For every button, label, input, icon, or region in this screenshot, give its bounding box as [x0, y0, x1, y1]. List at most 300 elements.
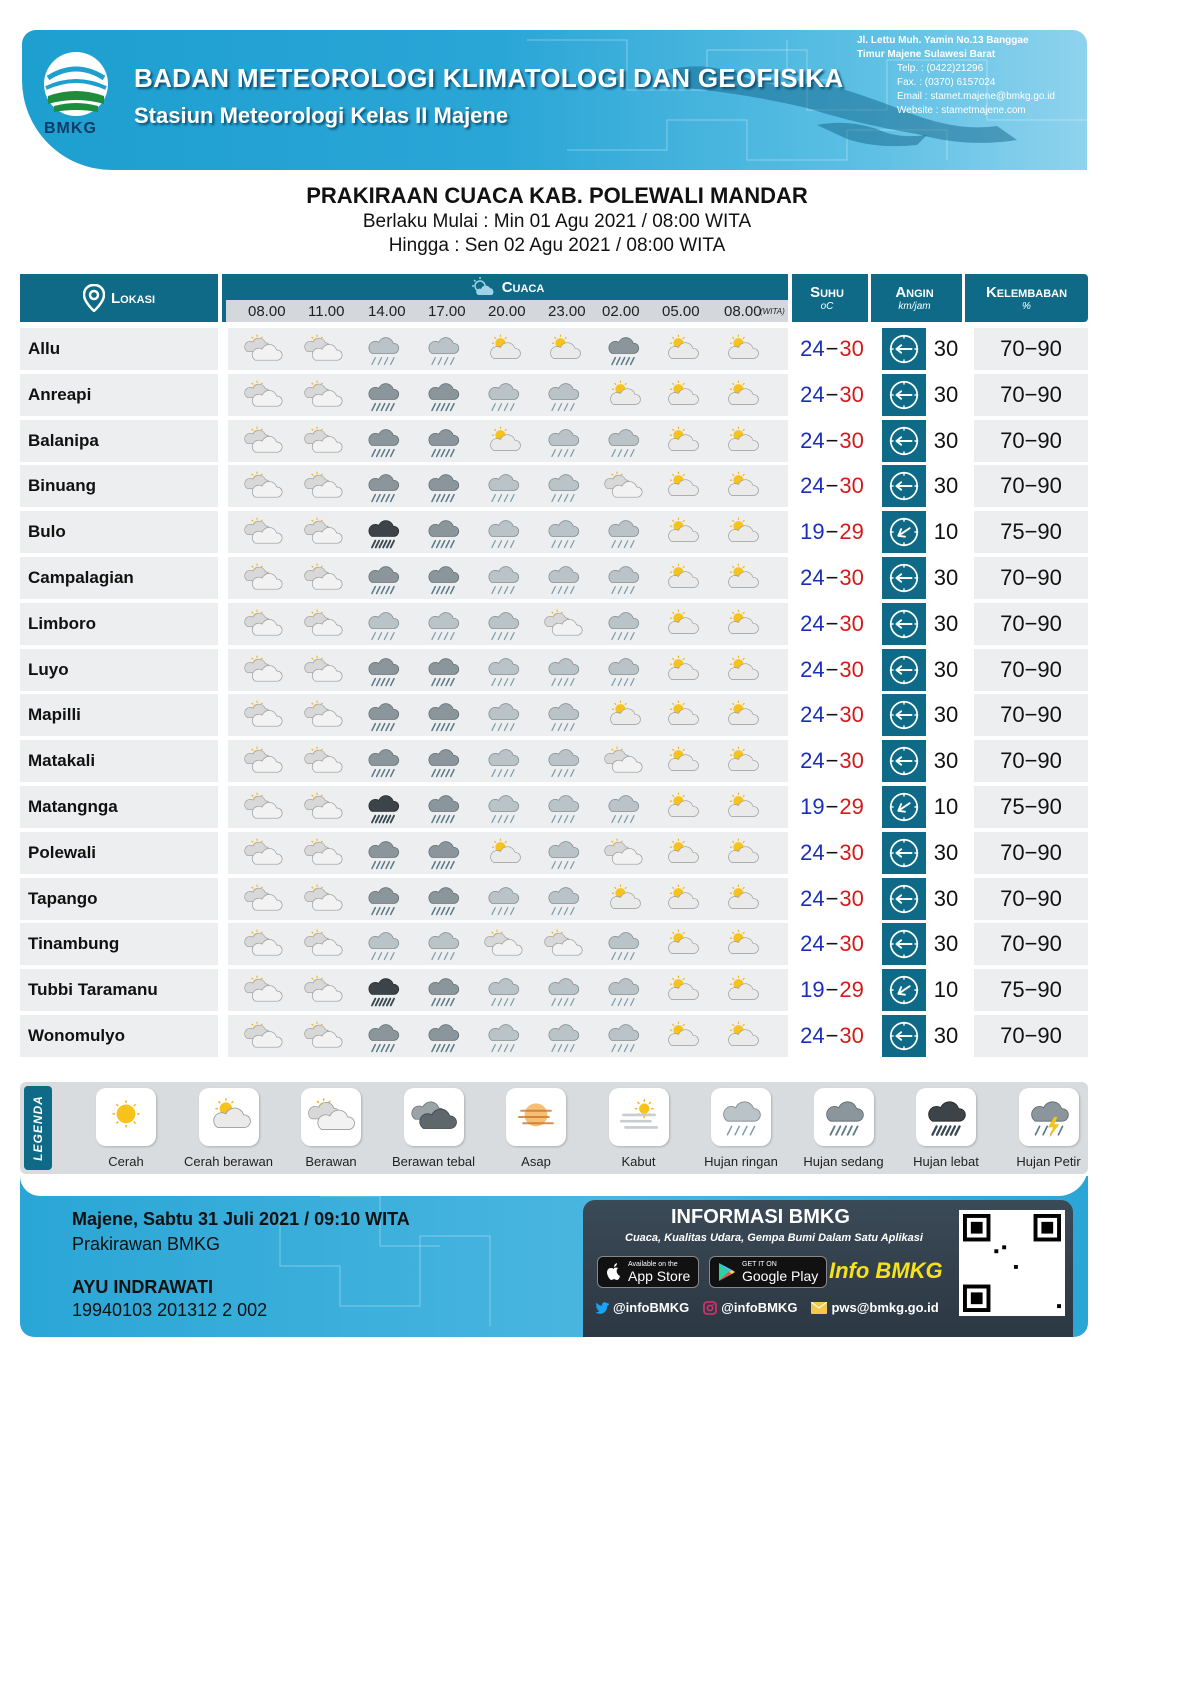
cerah-berawan-icon	[718, 791, 764, 825]
hujan-ringan-icon	[540, 699, 586, 733]
berawan-icon	[240, 608, 286, 642]
wind-speed: 30	[926, 328, 966, 370]
address-line-2: Timur Majene Sulawesi Barat	[857, 49, 996, 60]
berawan-icon	[300, 928, 346, 962]
humidity-range: 70−90	[974, 328, 1088, 370]
temp-max: 30	[839, 381, 864, 407]
berawan-icon	[240, 425, 286, 459]
cerah-berawan-icon	[718, 425, 764, 459]
cerah-berawan-icon	[658, 791, 704, 825]
time-zone-label: (WITA)	[760, 307, 785, 316]
legend-label: Asap	[521, 1154, 551, 1169]
berawan-icon	[240, 516, 286, 550]
hujan-sedang-icon	[360, 470, 406, 504]
forecaster-signature	[72, 1209, 410, 1321]
wind-direction-icon	[882, 832, 926, 874]
wind-speed: 30	[926, 694, 966, 736]
temp-min: 24	[800, 336, 825, 361]
cerah-berawan-icon	[199, 1088, 259, 1146]
hujan-sedang-icon	[420, 470, 466, 504]
column-header-weather	[226, 274, 788, 322]
logo-text: BMKG	[44, 120, 97, 137]
berawan-icon	[300, 654, 346, 688]
forecast-row	[18, 692, 1090, 738]
forecast-row	[18, 876, 1090, 922]
berawan-icon	[240, 974, 286, 1008]
temp-max: 30	[839, 1022, 864, 1048]
temp-min: 24	[800, 427, 825, 453]
asap-icon	[506, 1088, 566, 1146]
temp-max: 30	[839, 931, 864, 957]
temp-max: 30	[839, 473, 864, 499]
wind-speed: 10	[926, 969, 966, 1011]
cerah-berawan-icon	[600, 883, 646, 917]
forecast-table-body	[18, 326, 1090, 1059]
temperature-range	[792, 786, 872, 828]
hujan-ringan-icon	[600, 654, 646, 688]
cerah-berawan-icon	[658, 379, 704, 413]
cerah-icon	[96, 1088, 156, 1146]
contact-info	[857, 34, 1087, 118]
weather-cells	[228, 969, 788, 1011]
berawan-icon	[480, 928, 526, 962]
temp-min: 24	[800, 702, 825, 728]
forecast-row	[18, 784, 1090, 830]
temp-dash: −	[825, 931, 839, 957]
temp-min: 24	[800, 748, 825, 774]
forecast-title-block	[0, 183, 1114, 257]
wind-direction-icon	[882, 786, 926, 828]
temp-max: 30	[839, 702, 864, 728]
cerah-berawan-icon	[718, 516, 764, 550]
humidity-range: 75−90	[974, 786, 1088, 828]
berawan-icon	[300, 379, 346, 413]
location-name: Mapilli	[20, 694, 218, 736]
temperature-range	[792, 374, 872, 416]
berawan-icon	[240, 791, 286, 825]
cerah-berawan-icon	[718, 1020, 764, 1054]
hujan-sedang-icon	[420, 791, 466, 825]
berawan-icon	[301, 1088, 361, 1146]
temperature-range	[792, 465, 872, 507]
cerah-berawan-icon	[718, 883, 764, 917]
temp-max: 30	[839, 656, 864, 682]
hujan-lebat-icon	[916, 1088, 976, 1146]
footer	[20, 1176, 1088, 1337]
agency-title: BADAN METEOROLOGI KLIMATOLOGI DAN GEOFISIKA	[134, 63, 844, 93]
cerah-berawan-icon	[658, 608, 704, 642]
hujan-sedang-icon	[420, 1020, 466, 1054]
hujan-ringan-icon	[600, 791, 646, 825]
wind-direction-icon	[882, 328, 926, 370]
wind-speed: 30	[926, 923, 966, 965]
hujan-ringan-icon	[711, 1088, 771, 1146]
hujan-ringan-icon	[600, 562, 646, 596]
legend-label: Hujan ringan	[704, 1154, 778, 1169]
cerah-berawan-icon	[718, 974, 764, 1008]
temperature-range	[792, 328, 872, 370]
temp-dash: −	[825, 473, 839, 499]
hujan-ringan-icon	[600, 516, 646, 550]
forecast-row	[18, 372, 1090, 418]
apple-icon	[606, 1263, 622, 1281]
hujan-petir-icon	[1019, 1088, 1079, 1146]
valid-from: Berlaku Mulai : Min 01 Agu 2021 / 08:00 WITA	[362, 211, 752, 232]
temperature-range	[792, 740, 872, 782]
legend-label: Cerah	[108, 1154, 144, 1169]
humidity-range: 70−90	[974, 420, 1088, 462]
wind-speed: 30	[926, 557, 966, 599]
header-separator	[218, 274, 222, 322]
weather-cells	[228, 511, 788, 553]
cerah-berawan-icon	[658, 883, 704, 917]
cerah-berawan-icon	[480, 837, 526, 871]
sun-cloud-icon	[470, 277, 496, 297]
temp-dash: −	[825, 656, 839, 682]
info-subtitle: Cuaca, Kualitas Udara, Gempa Bumi Dalam Satu Aplikasi	[625, 1232, 923, 1244]
forecast-row	[18, 418, 1090, 464]
googleplay-small-text: GET IT ON	[742, 1260, 777, 1268]
berawan-icon	[240, 1020, 286, 1054]
berawan-icon	[600, 837, 646, 871]
berawan-tebal-icon	[404, 1088, 464, 1146]
cerah-berawan-icon	[658, 974, 704, 1008]
weather-cells	[228, 740, 788, 782]
legend-label: Berawan	[305, 1154, 357, 1169]
temp-dash: −	[825, 610, 839, 636]
hujan-sedang-icon	[420, 974, 466, 1008]
hujan-sedang-icon	[420, 562, 466, 596]
time-label: 20.00	[488, 303, 526, 320]
forecast-row	[18, 463, 1090, 509]
temperature-range	[792, 969, 872, 1011]
wind-direction-icon	[882, 603, 926, 645]
kabut-icon	[609, 1088, 669, 1146]
location-name: Anreapi	[20, 374, 218, 416]
humidity-range: 70−90	[974, 1015, 1088, 1057]
temp-dash: −	[825, 702, 839, 728]
place-date: Majene, Sabtu 31 Juli 2021 / 09:10 WITA	[72, 1209, 410, 1229]
cerah-berawan-icon	[658, 928, 704, 962]
hujan-ringan-icon	[480, 745, 526, 779]
berawan-icon	[300, 974, 346, 1008]
temperature-range	[792, 694, 872, 736]
email: Email : stamet.majene@bmkg.go.id	[897, 91, 1055, 102]
temperature-range	[792, 557, 872, 599]
berawan-icon	[540, 928, 586, 962]
temp-min: 24	[800, 473, 825, 499]
twitter-handle: @infoBMKG	[613, 1300, 690, 1315]
wind-direction-icon	[882, 420, 926, 462]
berawan-icon	[240, 837, 286, 871]
hujan-ringan-icon	[600, 425, 646, 459]
berawan-icon	[300, 1020, 346, 1054]
temp-dash: −	[825, 381, 839, 407]
cerah-berawan-icon	[658, 562, 704, 596]
berawan-icon	[300, 470, 346, 504]
instagram-link[interactable]	[703, 1300, 797, 1315]
address-line-1: Jl. Lettu Muh. Yamin No.13 Banggae	[857, 35, 1029, 46]
humidity-range: 70−90	[974, 694, 1088, 736]
weather-cells	[228, 557, 788, 599]
wind-direction-icon	[882, 923, 926, 965]
forecaster-nip: 19940103 201312 2 002	[72, 1300, 268, 1320]
hujan-sedang-icon	[360, 654, 406, 688]
temp-dash: −	[825, 519, 839, 545]
berawan-icon	[240, 654, 286, 688]
telp: Telp. : (0422)21296	[897, 63, 984, 74]
temp-dash: −	[825, 748, 839, 774]
berawan-icon	[240, 470, 286, 504]
hujan-ringan-icon	[540, 379, 586, 413]
humidity-range: 70−90	[974, 923, 1088, 965]
hujan-sedang-icon	[360, 837, 406, 871]
mail-icon	[811, 1302, 827, 1314]
temp-dash: −	[825, 427, 839, 453]
berawan-icon	[240, 379, 286, 413]
wind-speed: 30	[926, 603, 966, 645]
weather-cells	[228, 649, 788, 691]
time-label: 11.00	[308, 303, 345, 320]
wind-direction-icon	[882, 511, 926, 553]
google-play-icon	[718, 1262, 736, 1282]
wind-unit: km/jam	[898, 301, 931, 312]
forecast-row	[18, 1013, 1090, 1059]
temp-dash: −	[825, 564, 839, 590]
hujan-ringan-icon	[540, 791, 586, 825]
legend-tag	[24, 1086, 52, 1170]
temperature-range	[792, 420, 872, 462]
humidity-range: 70−90	[974, 832, 1088, 874]
berawan-icon	[300, 745, 346, 779]
hujan-ringan-icon	[540, 974, 586, 1008]
weather-cells	[228, 328, 788, 370]
legend-item	[896, 1088, 996, 1169]
temp-dash: −	[825, 977, 839, 1003]
hujan-ringan-icon	[480, 974, 526, 1008]
cerah-berawan-icon	[718, 608, 764, 642]
legend-item	[999, 1088, 1099, 1169]
social-links	[595, 1300, 939, 1315]
forecast-row	[18, 326, 1090, 372]
cerah-berawan-icon	[718, 699, 764, 733]
legend	[20, 1082, 1088, 1174]
instagram-icon	[703, 1301, 717, 1315]
hujan-sedang-icon	[360, 379, 406, 413]
cerah-berawan-icon	[718, 470, 764, 504]
twitter-link[interactable]	[595, 1300, 689, 1315]
time-label: 14.00	[368, 303, 406, 320]
cerah-berawan-icon	[658, 699, 704, 733]
temperature-range	[792, 832, 872, 874]
forecaster-name: AYU INDRAWATI	[72, 1277, 214, 1297]
humidity-range: 70−90	[974, 740, 1088, 782]
cerah-berawan-icon	[718, 745, 764, 779]
cerah-berawan-icon	[600, 699, 646, 733]
header-banner	[22, 30, 1087, 170]
hujan-ringan-icon	[420, 333, 466, 367]
location-name: Matangnga	[20, 786, 218, 828]
temperature-range	[792, 511, 872, 553]
forecast-row	[18, 601, 1090, 647]
hujan-ringan-icon	[540, 516, 586, 550]
humidity-range: 70−90	[974, 878, 1088, 920]
berawan-icon	[240, 699, 286, 733]
location-name: Tapango	[20, 878, 218, 920]
humidity-range: 70−90	[974, 557, 1088, 599]
cerah-berawan-icon	[658, 654, 704, 688]
hujan-ringan-icon	[540, 654, 586, 688]
time-label: 08.00	[248, 303, 286, 320]
column-header-wind	[868, 274, 958, 322]
weather-cells	[228, 1015, 788, 1057]
hujan-sedang-icon	[420, 516, 466, 550]
cerah-berawan-icon	[600, 379, 646, 413]
berawan-icon	[300, 791, 346, 825]
app-store-badge[interactable]	[597, 1256, 699, 1288]
temp-dash: −	[825, 336, 839, 361]
hujan-sedang-icon	[360, 425, 406, 459]
legend-item	[384, 1088, 484, 1169]
wind-header-label: Angin	[895, 284, 934, 301]
website: Website : stametmajene.com	[897, 105, 1026, 116]
temp-min: 24	[800, 885, 825, 911]
hujan-sedang-icon	[360, 1020, 406, 1054]
berawan-icon	[240, 333, 286, 367]
column-header-humidity	[962, 274, 1088, 322]
hujan-ringan-icon	[480, 699, 526, 733]
hujan-sedang-icon	[420, 699, 466, 733]
berawan-icon	[600, 470, 646, 504]
google-play-badge[interactable]	[709, 1256, 827, 1288]
wind-speed: 30	[926, 878, 966, 920]
legend-label: Hujan sedang	[803, 1154, 884, 1169]
hujan-ringan-icon	[480, 1020, 526, 1054]
location-name: Balanipa	[20, 420, 218, 462]
temp-dash: −	[825, 793, 839, 819]
wind-direction-icon	[882, 1015, 926, 1057]
column-header-location	[20, 274, 218, 322]
legend-item	[281, 1088, 381, 1169]
hujan-sedang-icon	[600, 333, 646, 367]
info-title: INFORMASI BMKG	[671, 1206, 850, 1228]
wind-speed: 30	[926, 374, 966, 416]
station-subtitle: Stasiun Meteorologi Kelas II Majene	[134, 103, 509, 128]
location-name: Luyo	[20, 649, 218, 691]
hujan-ringan-icon	[360, 928, 406, 962]
berawan-icon	[240, 745, 286, 779]
hujan-ringan-icon	[420, 608, 466, 642]
location-name: Campalagian	[20, 557, 218, 599]
qr-code	[959, 1210, 1065, 1316]
humidity-range: 70−90	[974, 374, 1088, 416]
temp-max: 29	[839, 793, 864, 819]
legend-item	[589, 1088, 689, 1169]
weather-cells	[228, 465, 788, 507]
hujan-ringan-icon	[540, 837, 586, 871]
cerah-berawan-icon	[718, 333, 764, 367]
time-label: 23.00	[548, 303, 586, 320]
berawan-icon	[300, 516, 346, 550]
berawan-icon	[300, 883, 346, 917]
wind-direction-icon	[882, 374, 926, 416]
hujan-sedang-icon	[420, 654, 466, 688]
email-link[interactable]	[811, 1300, 938, 1315]
cerah-berawan-icon	[540, 333, 586, 367]
wind-speed: 30	[926, 740, 966, 782]
temp-min: 24	[800, 564, 825, 590]
legend-item	[794, 1088, 894, 1169]
weather-cells	[228, 786, 788, 828]
time-label: 02.00	[602, 303, 640, 320]
wind-speed: 30	[926, 1015, 966, 1057]
hujan-ringan-icon	[600, 1020, 646, 1054]
temp-max: 30	[839, 336, 864, 361]
forecast-row	[18, 647, 1090, 693]
cerah-berawan-icon	[658, 425, 704, 459]
forecast-title: PRAKIRAAN CUACA KAB. POLEWALI MANDAR	[306, 183, 808, 208]
weather-cells	[228, 420, 788, 462]
cerah-berawan-icon	[658, 333, 704, 367]
hujan-sedang-icon	[360, 699, 406, 733]
forecast-row	[18, 509, 1090, 555]
humidity-header-label: Kelembaban	[985, 284, 1068, 301]
wind-direction-icon	[882, 969, 926, 1011]
time-label: 05.00	[662, 303, 700, 320]
hujan-ringan-icon	[360, 333, 406, 367]
forecast-times	[226, 300, 788, 322]
cerah-berawan-icon	[718, 837, 764, 871]
berawan-icon	[300, 425, 346, 459]
berawan-icon	[300, 699, 346, 733]
temperature-range	[792, 603, 872, 645]
location-name: Wonomulyo	[20, 1015, 218, 1057]
twitter-icon	[595, 1302, 609, 1314]
hujan-sedang-icon	[360, 745, 406, 779]
googleplay-big-text: Google Play	[742, 1267, 819, 1284]
hujan-ringan-icon	[480, 883, 526, 917]
hujan-sedang-icon	[420, 425, 466, 459]
temp-max: 29	[839, 977, 864, 1003]
appstore-big-text: App Store	[628, 1267, 691, 1284]
hujan-sedang-icon	[420, 883, 466, 917]
forecast-row	[18, 738, 1090, 784]
temperature-range	[792, 878, 872, 920]
cerah-berawan-icon	[658, 516, 704, 550]
berawan-icon	[240, 883, 286, 917]
temp-max: 30	[839, 427, 864, 453]
temp-min: 24	[800, 1022, 825, 1048]
weather-cells	[228, 694, 788, 736]
hujan-ringan-icon	[540, 470, 586, 504]
legend-label: Berawan tebal	[391, 1154, 476, 1169]
legend-item	[486, 1088, 586, 1169]
temp-min: 24	[800, 931, 825, 957]
forecaster-role: Prakirawan BMKG	[72, 1234, 221, 1254]
wind-direction-icon	[882, 878, 926, 920]
temp-min: 19	[800, 977, 825, 1003]
wind-direction-icon	[882, 465, 926, 507]
location-name: Polewali	[20, 832, 218, 874]
temp-min: 24	[800, 656, 825, 682]
berawan-icon	[300, 837, 346, 871]
wind-direction-icon	[882, 740, 926, 782]
hujan-lebat-icon	[360, 516, 406, 550]
email-address: pws@bmkg.go.id	[831, 1300, 939, 1315]
hujan-ringan-icon	[540, 562, 586, 596]
location-name: Bulo	[20, 511, 218, 553]
wind-speed: 30	[926, 465, 966, 507]
